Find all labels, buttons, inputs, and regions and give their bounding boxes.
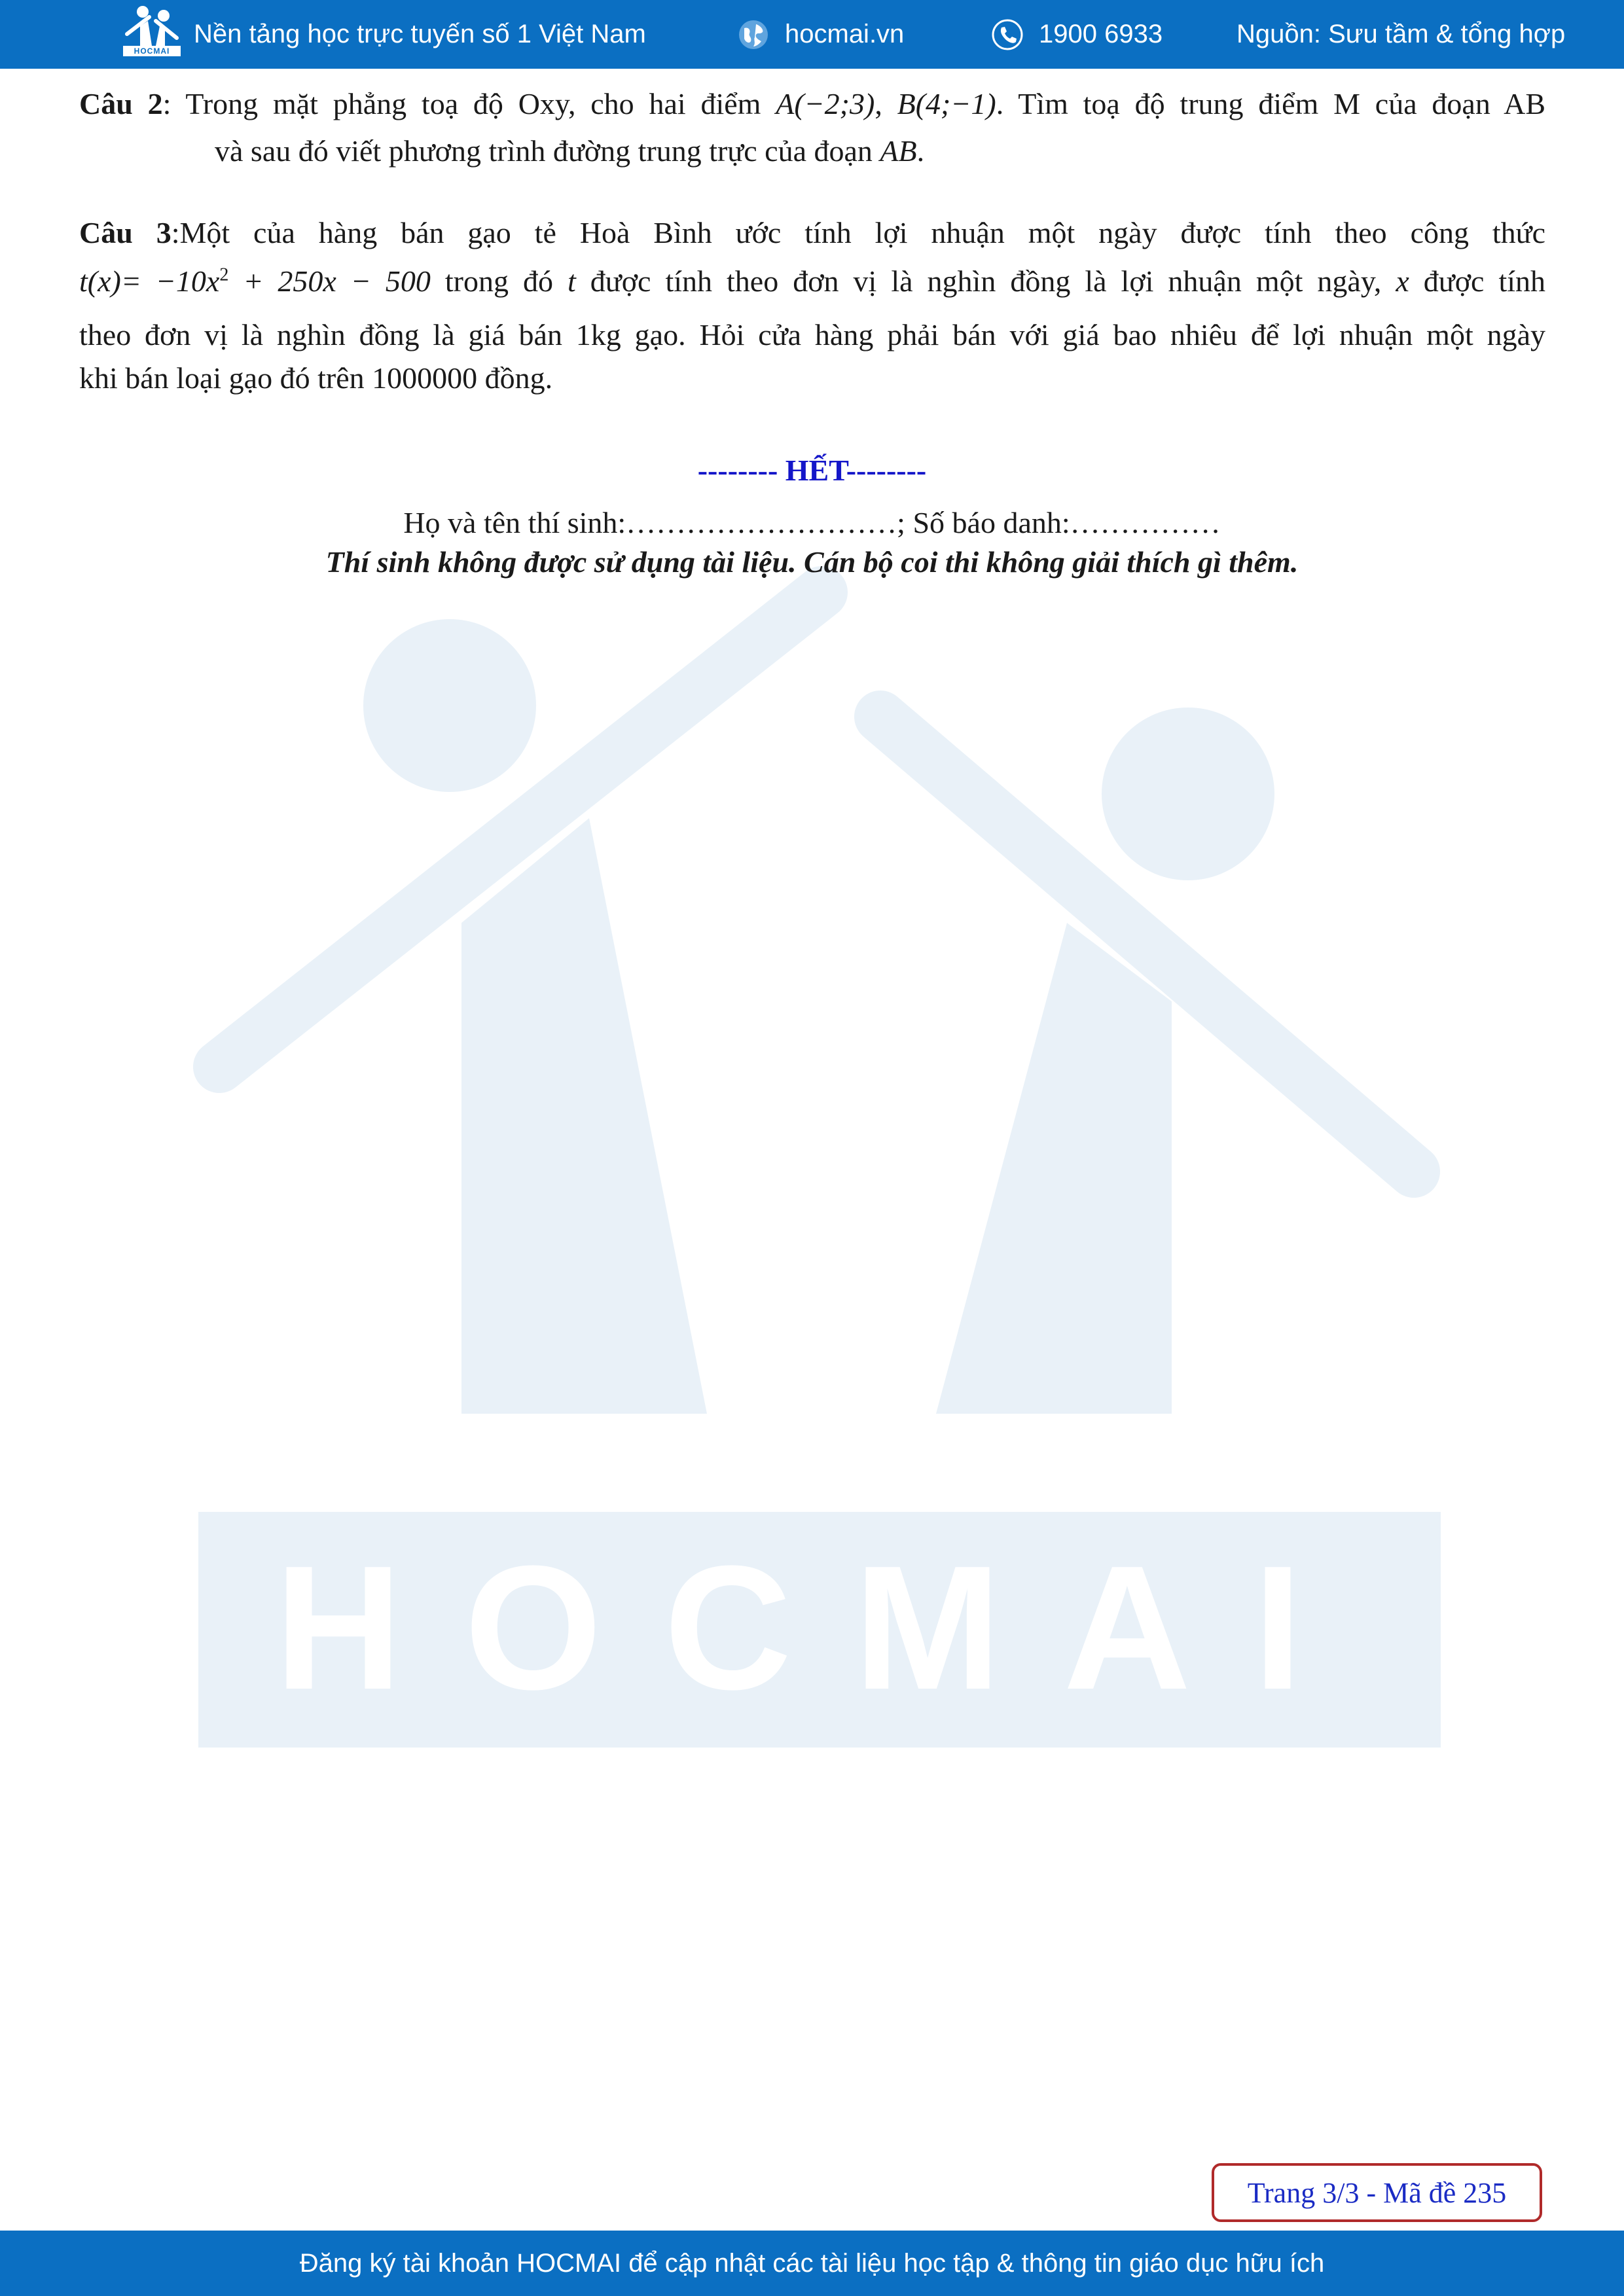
var-x: x bbox=[1396, 264, 1409, 298]
page-number-badge: Trang 3/3 - Mã đề 235 bbox=[1212, 2163, 1542, 2222]
question-3-text-2b: được tính theo đơn vị là nghìn đồng là lợi nhuận một ngày, bbox=[575, 264, 1396, 298]
formula-exponent: 2 bbox=[219, 264, 229, 285]
question-2-label: Câu 2 bbox=[79, 87, 163, 120]
formula-rest: + 250x − 500 bbox=[228, 264, 431, 298]
question-2 bbox=[79, 84, 1545, 171]
point-a: A(−2;3) bbox=[776, 87, 875, 120]
phone-icon bbox=[990, 18, 1024, 52]
question-3-label: Câu 3 bbox=[79, 216, 171, 249]
question-3-text-4b: đồng. bbox=[477, 361, 553, 395]
question-3-line-4 bbox=[79, 358, 1545, 399]
question-3-text-1: :Một của hàng bán gạo tẻ Hoà Bình ước tính lợi nhuận một ngày được tính theo công thức bbox=[171, 216, 1545, 249]
var-t: t bbox=[568, 264, 576, 298]
question-2-text: : Trong mặt phẳng toạ độ Oxy, cho hai điểm bbox=[162, 87, 776, 120]
watermark-text: HOCMAI bbox=[274, 1530, 1365, 1727]
phone-text: 1900 6933 bbox=[1039, 20, 1163, 48]
question-2-text-2: và sau đó viết phương trình đường trung trực của đoạn bbox=[215, 134, 880, 168]
formula-lhs: t(x) bbox=[79, 264, 121, 298]
globe-icon bbox=[736, 18, 770, 52]
logo-text: HOCMAI bbox=[123, 46, 181, 56]
header-bar bbox=[0, 0, 1624, 69]
question-2-line-1 bbox=[79, 84, 1545, 124]
header-slogan: Nền tảng học trực tuyến số 1 Việt Nam bbox=[194, 20, 646, 48]
candidate-info-line: Họ và tên thí sinh:………………………; Số báo danh:…………… bbox=[403, 506, 1221, 539]
header-phone[interactable] bbox=[990, 0, 1163, 69]
footer-bar[interactable]: Đăng ký tài khoản HOCMAI để cập nhật các tài liệu học tập & thông tin giáo dục hữu ích bbox=[0, 2231, 1624, 2296]
formula-rhs: = −10x bbox=[120, 264, 220, 298]
watermark-figure-body-left bbox=[461, 818, 707, 1414]
separator: , bbox=[875, 87, 897, 120]
profit-formula bbox=[79, 264, 431, 298]
question-3-text-2c: được tính bbox=[1409, 264, 1546, 298]
watermark-figure-body-right bbox=[936, 923, 1172, 1414]
watermark-figure-head-right bbox=[1102, 708, 1274, 880]
exam-notice: Thí sinh không được sử dụng tài liệu. Cán bộ coi thi không giải thích gì thêm. bbox=[325, 545, 1299, 579]
question-2-line-2 bbox=[79, 131, 1545, 171]
question-3-line-3: theo đơn vị là nghìn đồng là giá bán 1kg gạo. Hỏi cửa hàng phải bán với giá bao nhiêu để lợi nhuận một ngày bbox=[79, 318, 1545, 351]
header-source: Nguồn: Sưu tầm & tổng hợp bbox=[1236, 20, 1566, 48]
header-website-link[interactable] bbox=[736, 0, 904, 69]
question-3 bbox=[79, 213, 1545, 399]
watermark-figure-head-left bbox=[363, 619, 536, 792]
segment-ab: AB bbox=[880, 134, 917, 168]
period: . bbox=[916, 134, 925, 168]
question-2-text-end: . Tìm toạ độ trung điểm M của đoạn AB bbox=[996, 87, 1545, 120]
question-3-line-2 bbox=[79, 261, 1545, 302]
website-text: hocmai.vn bbox=[785, 20, 905, 48]
question-3-line-1 bbox=[79, 213, 1545, 253]
question-3-text-2a: trong đó bbox=[430, 264, 568, 298]
end-mark: -------- HẾT-------- bbox=[697, 454, 927, 487]
amount: 1000000 bbox=[372, 361, 478, 395]
question-3-text-4a: khi bán loại gạo đó trên bbox=[79, 361, 372, 395]
point-b: B(4;−1) bbox=[897, 87, 996, 120]
